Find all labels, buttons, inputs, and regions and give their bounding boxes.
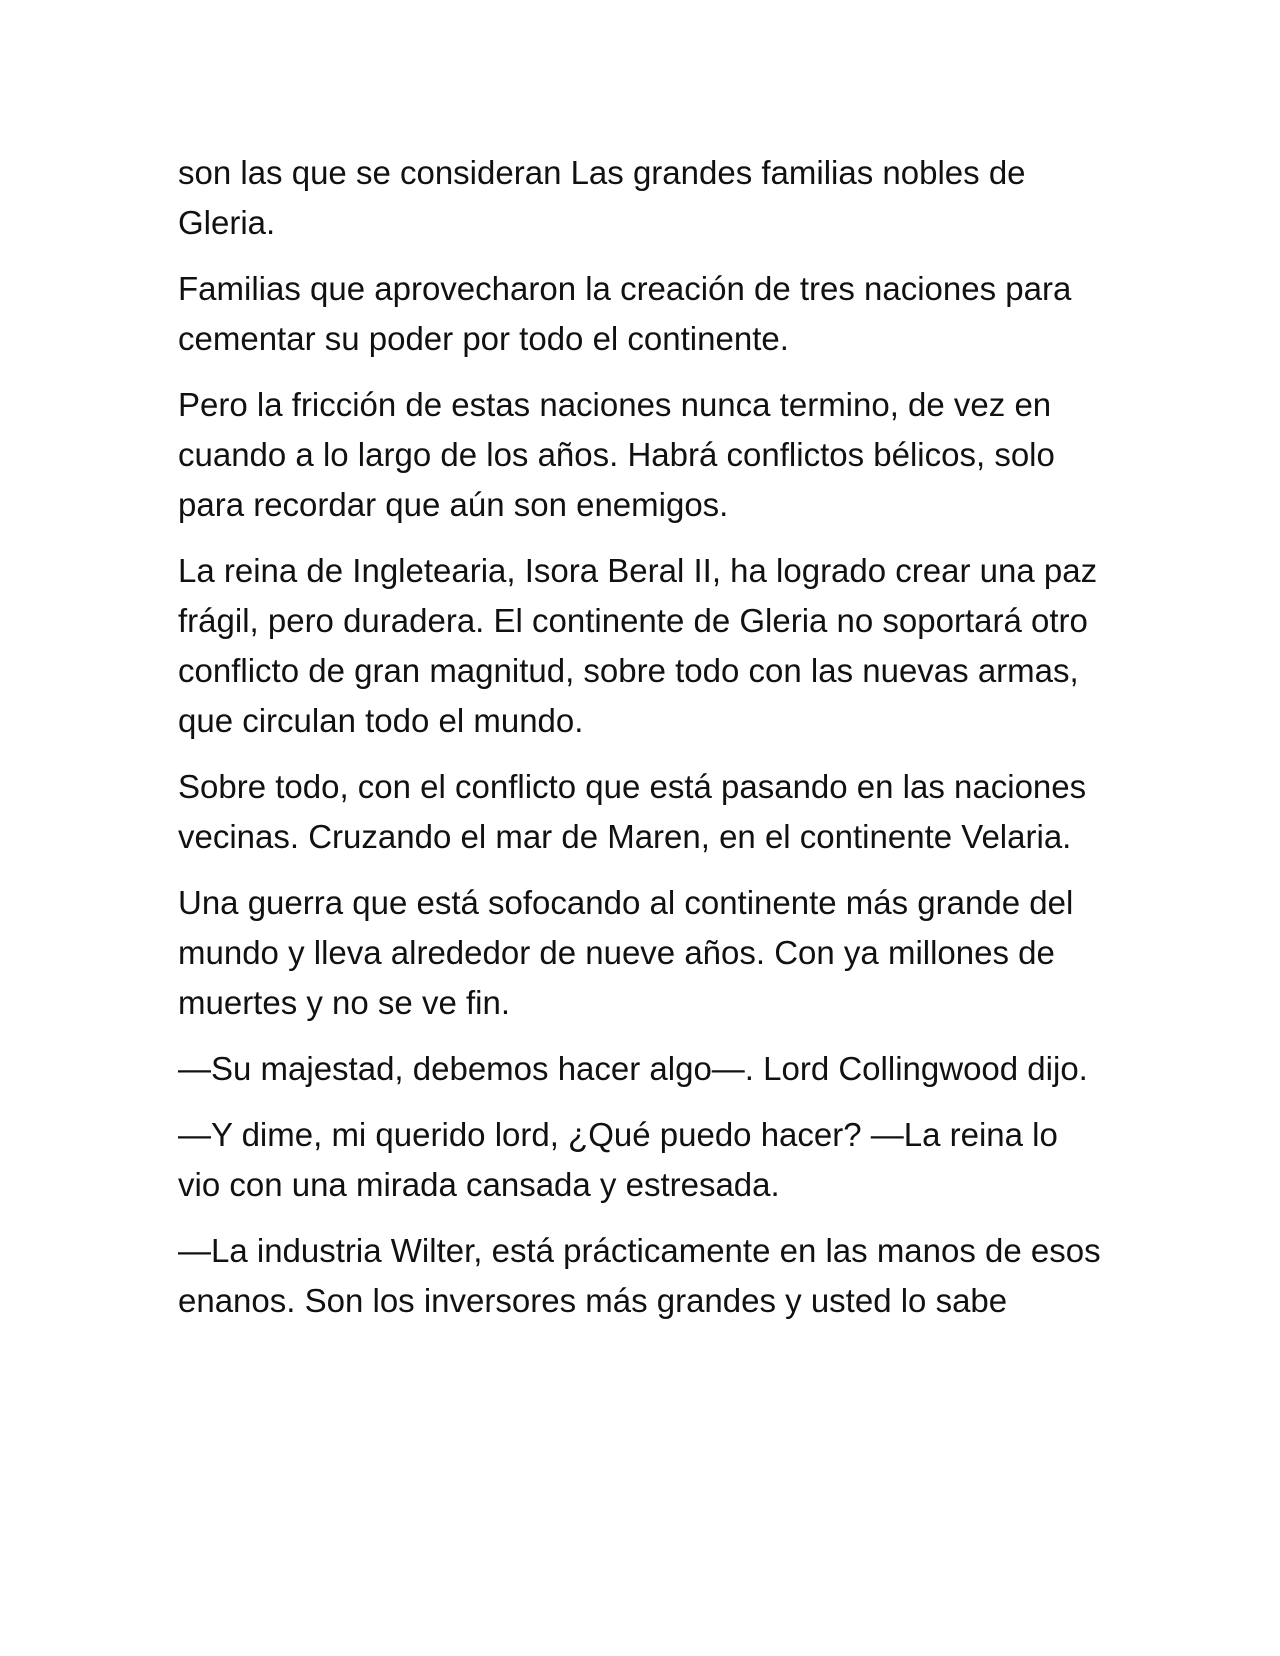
document-page — [178, 148, 1108, 1342]
paragraph: Sobre todo, con el conflicto que está pasando en las naciones vecinas. Cruzando el mar de Maren, en el continente Velaria. — [178, 768, 1087, 855]
paragraph: —Y dime, mi querido lord, ¿Qué puedo hacer? —La reina lo vio con una mirada cansada y estresada. — [178, 1116, 1058, 1203]
paragraph: Pero la fricción de estas naciones nunca termino, de vez en cuando a lo largo de los años. Habrá conflictos bélicos, solo para recordar que aún son enemigos. — [178, 386, 1055, 523]
paragraph: —La industria Wilter, está prácticamente en las manos de esos enanos. Son los inversores más grandes y usted lo sabe — [178, 1232, 1101, 1319]
paragraph: son las que se consideran Las grandes familias nobles de Gleria. — [178, 154, 1026, 241]
paragraph: Una guerra que está sofocando al continente más grande del mundo y lleva alrededor de nueve años. Con ya millones de muertes y no se ve fin. — [178, 884, 1074, 1021]
paragraph: La reina de Ingletearia, Isora Beral II, ha logrado crear una paz frágil, pero duradera. El continente de Gleria no soportará otro conflicto de gran magnitud, sobre todo con las nuevas armas, que circulan todo el mundo. — [178, 552, 1098, 739]
paragraph: Familias que aprovecharon la creación de tres naciones para cementar su poder por todo el continente. — [178, 270, 1072, 357]
paragraph: —Su majestad, debemos hacer algo—. Lord Collingwood dijo. — [178, 1050, 1088, 1087]
